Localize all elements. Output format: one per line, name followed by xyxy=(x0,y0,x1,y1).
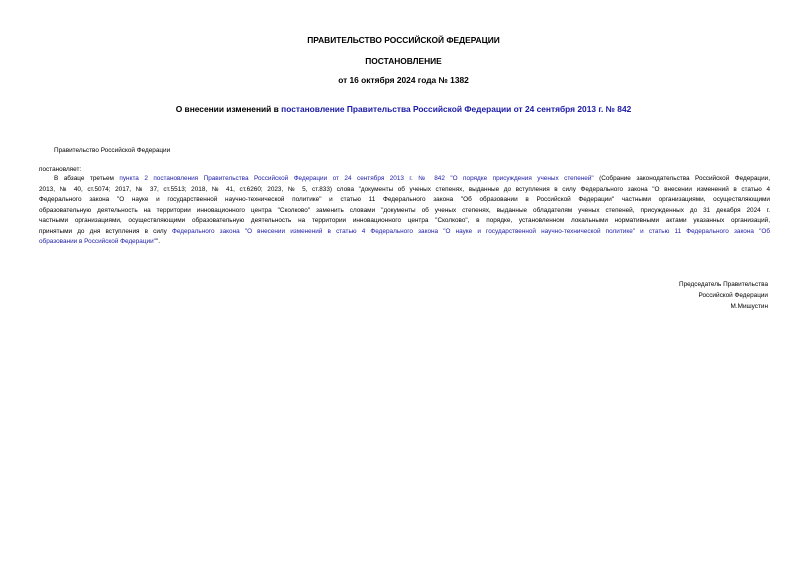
resolves-line: постановляет: xyxy=(39,166,82,173)
paragraph-line xyxy=(39,206,770,217)
paragraph-line xyxy=(39,227,770,238)
signer-name: М.Мишустин xyxy=(730,303,768,310)
main-paragraph xyxy=(39,174,770,248)
document-title-link[interactable]: постановление Правительства Российской Федерации от 24 сентября 2013 г. № 842 xyxy=(281,104,632,114)
paragraph-line xyxy=(39,174,770,185)
signature-block xyxy=(679,279,768,312)
paragraph-text: Федерального закона "О науке и государственной научно-технической политике" и статью 11 Федерального закона "Об образовании в Российской Федерации" частными организациями, осуществляющими xyxy=(39,196,770,203)
paragraph-link[interactable]: образовании в Российской Федерации" xyxy=(39,238,156,245)
paragraph-text: образовательную деятельность на территории инновационного центра "Сколково" заменить словами "документы об ученых степенях, выданные обладателям ученых степеней, присужденных до 31 декабря 2024 г. xyxy=(39,206,770,214)
paragraph-line xyxy=(39,216,770,227)
document-title-prefix: О внесении изменений в xyxy=(175,104,282,114)
paragraph-text: частными организациями, осуществляющими образовательную деятельность на территории инновационного центра "Сколково", в порядке, установленном локальными нормативными актами указанных организаций, xyxy=(39,217,770,224)
paragraph-link[interactable]: Федерального закона "О внесении изменений в статью 4 Федерального закона "О науке и государственной научно-технической политике" и статью 11 Федерального закона "Об xyxy=(171,227,770,235)
document-date-number: от 16 октября 2024 года № 1382 xyxy=(338,75,469,85)
document-type-heading: ПОСТАНОВЛЕНИЕ xyxy=(365,56,442,66)
paragraph-link[interactable]: пункта 2 постановления Правительства Российской Федерации от 24 сентября 2013 г. № 842 "О порядке присуждения ученых степеней" xyxy=(119,175,594,182)
paragraph-line xyxy=(39,195,770,206)
signer-position-line2: Российской Федерации xyxy=(698,292,768,299)
signer-position-line1: Председатель Правительства xyxy=(679,281,768,288)
issuer-heading: ПРАВИТЕЛЬСТВО РОССИЙСКОЙ ФЕДЕРАЦИИ xyxy=(307,35,500,45)
paragraph-text: В абзаце третьем xyxy=(54,175,120,182)
government-line: Правительство Российской Федерации xyxy=(54,147,171,154)
paragraph-text: принятыми до дня вступления в силу xyxy=(39,227,172,235)
paragraph-text: ". xyxy=(155,238,160,245)
paragraph-line xyxy=(39,185,770,196)
document-title xyxy=(0,104,807,115)
paragraph-text: 2013, № 40, ст.5074; 2017, № 37, ст.5513; 2018, № 41, ст.6260; 2023, № 5, ст.833) слова "документы об ученых степенях, выданные до вступления в силу Федерального закона "О внесении изменений в статью 4 xyxy=(39,185,770,193)
paragraph-line xyxy=(39,237,770,248)
paragraph-text: (Собрание законодательства Российской Федерации, xyxy=(593,175,770,182)
